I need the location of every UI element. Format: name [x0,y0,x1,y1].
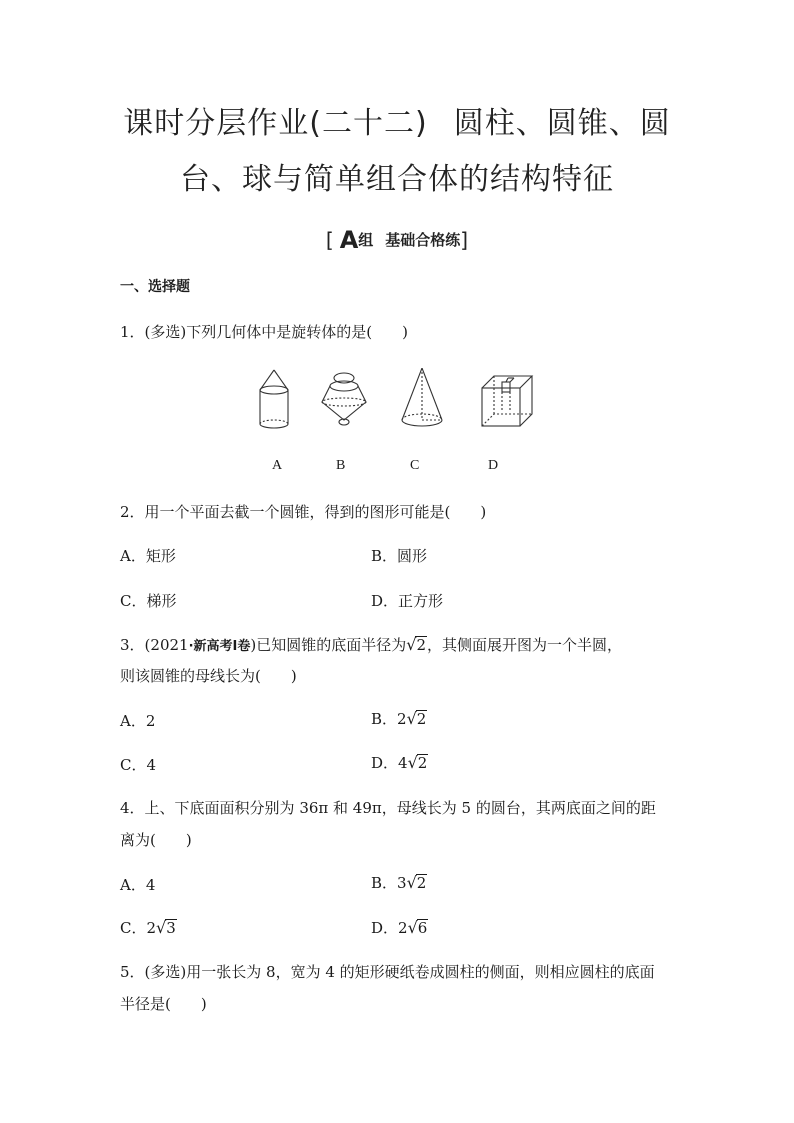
q3-source-name: 新高考Ⅰ卷 [193,639,251,654]
q3-text-c: 则该圆锥的母线长为( ) [120,667,297,685]
q5-text-a: 用一张长为 8，宽为 4 的矩形硬纸卷成圆柱的侧面，则相应圆柱的底面 [186,963,655,981]
radical-sign: √ [156,918,167,937]
page-title-line1 [0,98,794,142]
q3-option-a: A．2 [120,712,156,730]
question-4 [120,797,656,818]
q1-tag: (多选) [144,323,187,341]
q4-number: 4． [120,799,145,817]
solids-figure [240,368,560,440]
q4-option-c [120,917,177,938]
title-part1: 课时分层作业(二十二) [123,106,428,141]
question-5 [120,961,655,982]
q3-option-b [371,708,427,729]
bracket-open: [ [325,228,334,252]
q2-option-c: C．梯形 [120,592,177,610]
title-part2: 圆柱、圆锥、圆 [453,106,671,141]
q4-option-b-prefix: B．3 [371,874,407,892]
radical-sign: √ [406,635,417,654]
figure-c-cone [402,368,442,426]
q3-option-c: C．4 [120,756,157,774]
group-letter: A [339,226,359,254]
q3-text-a: 已知圆锥的底面半径为 [256,636,407,654]
question-3 [120,634,622,655]
question-2 [120,501,486,522]
q3-source-close: ) [250,636,257,654]
group-header [0,226,794,254]
section-heading: 一、选择题 [120,279,190,295]
radical-sign: √ [406,873,417,892]
q3-option-d-prefix: D．4 [371,754,408,772]
q4-option-d-radicand: 6 [417,919,428,937]
q3-text-b: ，其侧面展开图为一个半圆， [427,636,623,654]
q1-number: 1． [120,323,145,341]
q3-source-open: (2021 [144,636,189,654]
figure-label-c: C [410,458,420,473]
q4-text-b: 离为( ) [120,831,192,849]
q5-text-b: 半径是( ) [120,995,207,1013]
q5-number: 5． [120,963,145,981]
q2-option-d: D．正方形 [371,592,444,610]
q4-option-c-radicand: 3 [166,919,176,937]
group-name: 基础合格练 [385,231,461,249]
q2-text: 用一个平面去截一个圆锥，得到的图形可能是( ) [144,503,487,521]
q4-option-a: A．4 [120,876,156,894]
q4-text-a: 上、下底面面积分别为 36π 和 49π，母线长为 5 的圆台，其两底面之间的距 [144,799,656,817]
q2-number: 2． [120,503,145,521]
q3-number: 3． [120,636,145,654]
q3-radicand: 2 [416,636,426,654]
q3-option-b-radicand: 2 [416,710,427,728]
question-1 [120,321,408,342]
radical-sign: √ [407,918,418,937]
q4-option-b [371,872,427,893]
q3-source-dot: · [188,639,194,654]
q2-option-b: B．圆形 [371,547,428,565]
q3-option-d [371,752,428,773]
q2-option-a: A．矩形 [120,547,176,565]
q4-option-d [371,917,428,938]
radical-sign: √ [407,753,418,772]
figure-label-a: A [272,458,283,473]
bracket-close: ] [460,228,469,252]
q3-option-b-prefix: B．2 [371,710,407,728]
q4-option-b-radicand: 2 [416,874,427,892]
figure-label-b: B [336,458,346,473]
q3-option-d-radicand: 2 [417,754,428,772]
q1-text: 下列几何体中是旋转体的是( ) [186,323,408,341]
group-label: 组 [358,231,374,249]
figure-d-cube [482,376,532,426]
q4-option-c-prefix: C．2 [120,919,157,937]
radical-sign: √ [406,709,417,728]
figure-b-composite [322,373,366,425]
figure-label-d: D [488,458,499,473]
q4-option-d-prefix: D．2 [371,919,408,937]
figure-a-cone-cylinder [260,370,288,428]
page-title-line2: 台、球与简单组合体的结构特征 [180,162,614,197]
q5-tag: (多选) [144,963,187,981]
